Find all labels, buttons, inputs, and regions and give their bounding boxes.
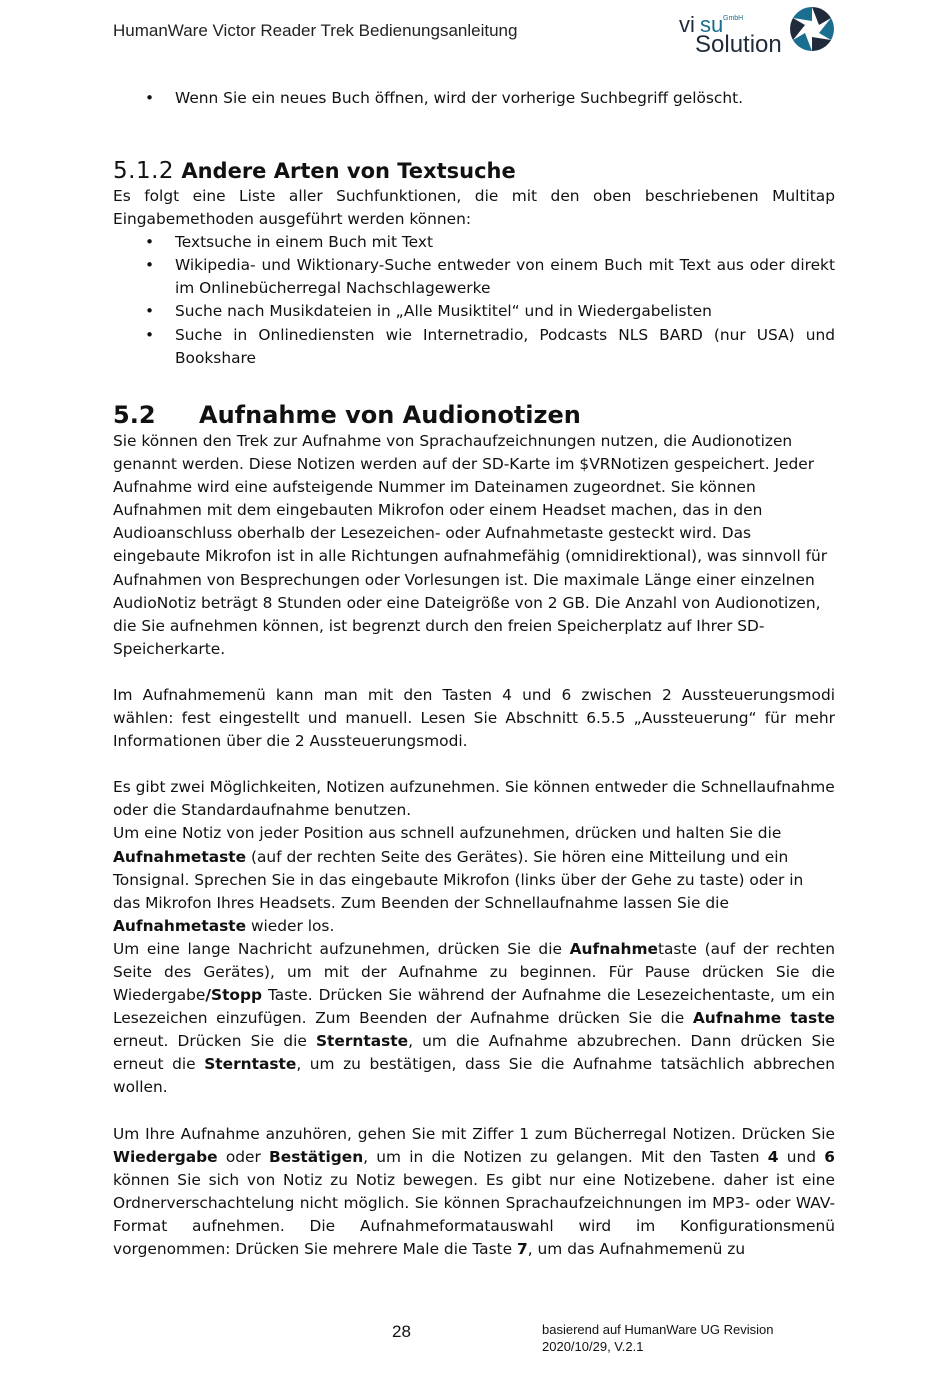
page-number: 28	[392, 1322, 411, 1341]
section-5-1-2	[113, 157, 835, 370]
section-title: Andere Arten von Textsuche	[181, 159, 516, 183]
header-title: HumanWare Victor Reader Trek Bedienungsanleitung	[113, 21, 518, 40]
list-item: • Wikipedia- und Wiktionary-Suche entweder von einem Buch mit Text aus oder direkt im Onlinebücherregal Nachschlagewerke	[113, 254, 835, 300]
list-item: • Textsuche in einem Buch mit Text	[113, 231, 835, 254]
footer-revision-note	[542, 1321, 812, 1355]
section-intro: Es folgt eine Liste aller Suchfunktionen, die mit den oben beschriebenen Multitap Eingabemethoden ausgeführt werden können:	[113, 187, 835, 229]
top-bullet-list	[113, 87, 835, 110]
logo-text-visu: vi	[679, 12, 695, 37]
footer-line: 2020/10/29, V.2.1	[542, 1339, 644, 1354]
visusolution-logo	[679, 2, 839, 58]
list-item: • Wenn Sie ein neues Buch öffnen, wird der vorherige Suchbegriff gelöscht.	[113, 87, 835, 110]
list-item: • Suche nach Musikdateien in „Alle Musiktitel“ und in Wiedergabelisten	[113, 300, 835, 323]
footer-line: basierend auf HumanWare UG Revision	[542, 1322, 774, 1337]
logo-small-text: GmbH	[723, 15, 744, 22]
paragraph: Um eine lange Nachricht aufzunehmen, drücken Sie die Aufnahmetaste (auf der rechten Seite des Gerätes), um mit der Aufnahme zu beginnen. Für Pause drücken Sie die Wiedergabe/Stopp Taste. Drücken Sie während der Aufnahme die Lesezeichentaste, um ein Lesezeichen einzufügen. Zum Beenden der Aufnahme drücken Sie die Aufnahme taste erneut. Drücken Sie die Sterntaste, um die Aufnahme abzubrechen. Dann drücken Sie erneut die Sterntaste, um zu bestätigen, dass Sie die Aufnahme tatsächlich abbrechen wollen.	[113, 939, 835, 1097]
section-5-2	[113, 400, 835, 1261]
paragraph: Um eine Notiz von jeder Position aus schnell aufzunehmen, drücken und halten Sie die Aufnahmetaste (auf der rechten Seite des Gerätes). Sie hören eine Mitteilung und ein Tonsignal. Sprechen Sie in das eingebaute Mikrofon (links über der Gehe zu taste) oder in das Mikrofon Ihres Headsets. Zum Beenden der Schnellaufnahme lassen Sie die Aufnahmetaste wieder los.	[113, 824, 804, 935]
logo-text-su: su	[700, 12, 724, 37]
list-item: • Suche in Onlinediensten wie Internetradio, Podcasts NLS BARD (nur USA) und Bookshare	[113, 324, 835, 370]
paragraph: Sie können den Trek zur Aufnahme von Sprachaufzeichnungen nutzen, die Audionotizen genannt werden. Diese Notizen werden auf der SD-Karte im $VRNotizen gespeichert. Jeder Aufnahme wird eine aufsteigende Nummer im Dateinamen zugeordnet. Sie können Aufnahmen mit dem eingebauten Mikrofon oder einem Headset machen, das in den Audioanschluss oberhalb der Lesezeichen- oder Aufnahmetaste gesteckt wird. Das eingebaute Mikrofon ist in alle Richtungen aufnahmefähig (omnidirektional), was sinnvoll für Aufnahmen von Besprechungen oder Vorlesungen ist. Die maximale Länge einer einzelnen AudioNotiz beträgt 8 Stunden oder eine Dateigröße von 2 GB. Die Anzahl von Audionotizen, die Sie aufnehmen können, ist begrenzt durch den freien Speicherplatz auf Ihrer SD-Speicherkarte.	[113, 432, 828, 658]
paragraph: Um Ihre Aufnahme anzuhören, gehen Sie mit Ziffer 1 zum Bücherregal Notizen. Drücken Sie Wiedergabe oder Bestätigen, um in die Notizen zu gelangen. Mit den Tasten 4 und 6 können Sie sich von Notiz zu Notiz bewegen. Es gibt nur eine Notizebene. daher ist eine Ordnerverschachtelung nicht möglich. Sie können Sprachaufzeichnungen im MP3- oder WAV-Format aufnehmen. Die Aufnahmeformatauswahl wird im Konfigurationsmenü vorgenommen: Drücken Sie mehrere Male die Taste 7, um das Aufnahmemenü zu	[113, 1124, 835, 1258]
aperture-icon	[790, 7, 834, 51]
paragraph: Im Aufnahmemenü kann man mit den Tasten 4 und 6 zwischen 2 Aussteuerungsmodi wählen: fest eingestellt und manuell. Lesen Sie Abschnitt 6.5.5 „Aussteuerung“ für mehr Informationen über die 2 Aussteuerungsmodi.	[113, 685, 835, 751]
section-number: 5.1.2	[113, 158, 175, 184]
search-function-list	[113, 231, 835, 370]
section-number: 5.2	[113, 401, 156, 429]
paragraph: Es gibt zwei Möglichkeiten, Notizen aufzunehmen. Sie können entweder die Schnellaufnahme oder die Standardaufnahme benutzen.	[113, 778, 835, 820]
section-heading	[113, 400, 835, 430]
section-title: Aufnahme von Audionotizen	[199, 401, 581, 429]
section-heading	[113, 157, 835, 185]
logo-text-solution: Solution	[695, 31, 782, 58]
